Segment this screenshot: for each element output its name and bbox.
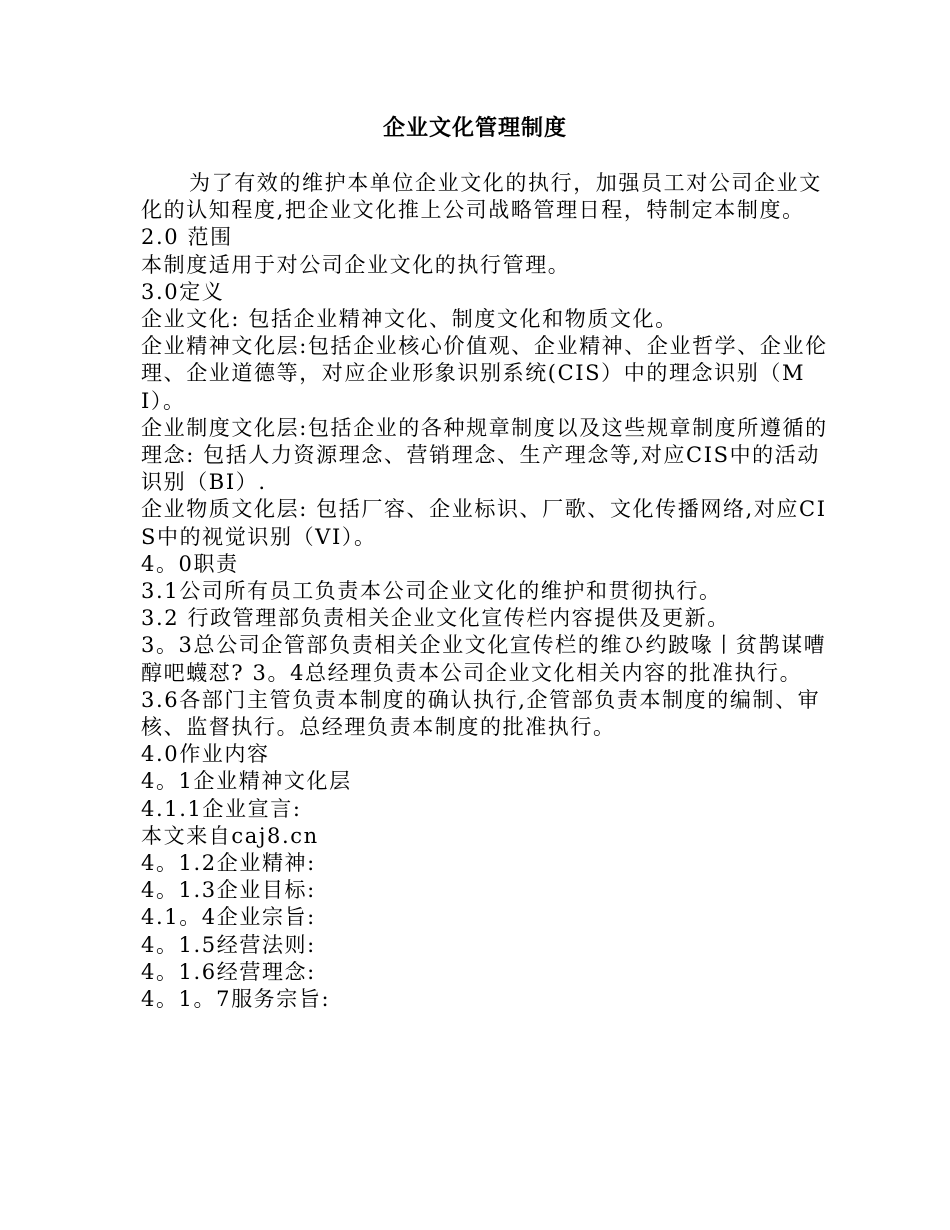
list-item: 4。1.3企业目标: [141,878,316,903]
section-heading: 4。0职责 [141,551,239,576]
body-paragraph: 3.2 行政管理部负责相关企业文化宣传栏内容提供及更新。 [141,606,730,631]
section-heading: 2.0 范围 [141,225,233,250]
body-paragraph: 企业精神文化层:包括企业核心价值观、企业精神、企业哲学、企业伦理、企业道德等，对应企业形象识别系统(CIS）中的理念识别（MI）。 [141,334,828,413]
body-paragraph: 企业制度文化层:包括企业的各种规章制度以及这些规章制度所遵循的理念: 包括人力资源理念、营销理念、生产理念等,对应CIS中的活动识别（BI）. [141,415,828,495]
list-item: 4。1。7服务宗旨: [141,987,331,1012]
list-item: 4。1.2企业精神: [141,851,316,876]
body-paragraph: 企业文化: 包括企业精神文化、制度文化和物质文化。 [141,307,678,332]
list-item: 4。1.5经营法则: [141,932,316,957]
list-item: 4.1。4企业宗旨: [141,905,316,930]
source-note: 本文来自caj8.cn [141,823,319,848]
list-item: 4.1.1企业宣言: [141,796,302,821]
body-paragraph: 本制度适用于对公司企业文化的执行管理。 [141,252,571,277]
section-heading: 3.0定义 [141,279,225,304]
body-paragraph: 3.6各部门主管负责本制度的确认执行,企管部负责本制度的编制、审核、监督执行。总经理负责本制度的批准执行。 [141,687,821,740]
document-title: 企业文化管理制度 [382,115,567,141]
intro-paragraph: 为了有效的维护本单位企业文化的执行，加强员工对公司企业文化的认知程度,把企业文化推上公司战略管理日程，特制定本制度。 [141,171,822,223]
list-item: 4。1.6经营理念: [141,959,316,984]
subsection-heading: 4。1企业精神文化层 [141,769,352,794]
body-paragraph: 企业物质文化层: 包括厂容、企业标识、厂歌、文化传播网络,对应CIS中的视觉识别（VI）。 [141,497,827,549]
document-body [141,170,831,1013]
body-paragraph: 3。3总公司企管部负责相关企业文化宣传栏的维ひ约跛喙丨贫鹊谋嘈醇吧蠛怼? 3。4总经理负责本公司企业文化相关内容的批准执行。 [141,633,827,685]
body-paragraph: 3.1公司所有员工负责本公司企业文化的维护和贯彻执行。 [141,579,722,604]
section-heading: 4.0作业内容 [141,742,270,767]
